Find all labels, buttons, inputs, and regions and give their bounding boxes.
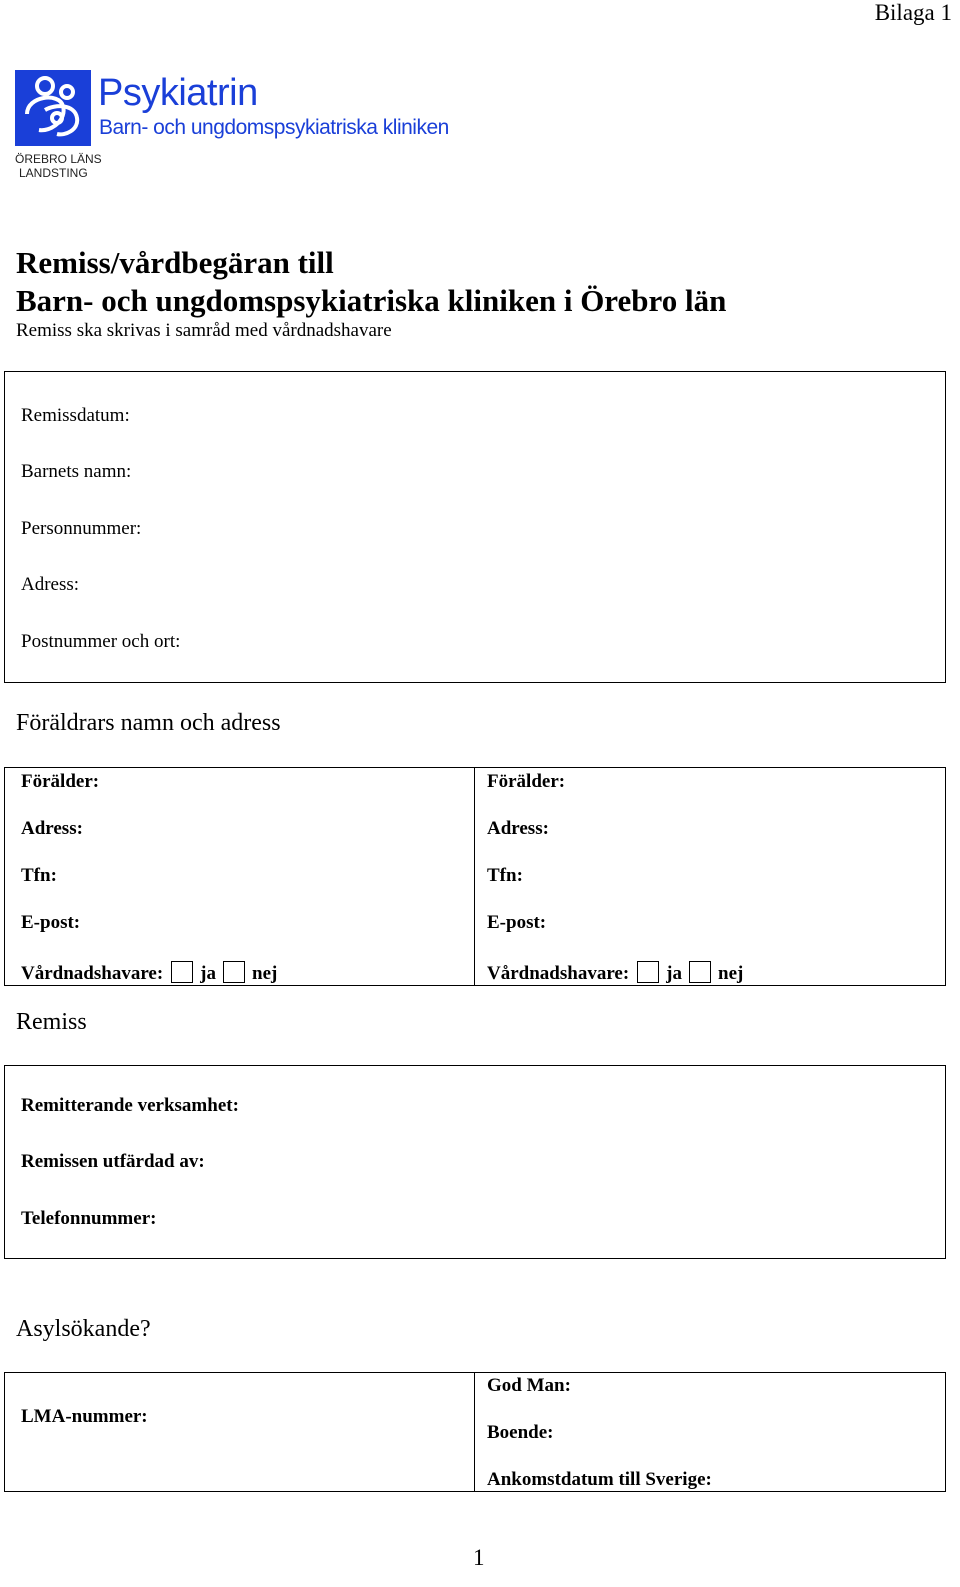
parent2-phone-field[interactable]: Tfn: [487, 865, 523, 886]
parent2-address-field[interactable]: Adress: [487, 818, 549, 839]
parent1-guardian-no-checkbox[interactable] [223, 961, 245, 983]
referral-date-field: Remissdatum: [21, 405, 130, 426]
page-subtitle: Remiss ska skrivas i samråd med vårdnadshavare [16, 320, 392, 341]
page-title-line1: Remiss/vårdbegäran till [16, 245, 334, 280]
parent1-guardian-yes-checkbox[interactable] [171, 961, 193, 983]
child-address-field: Adress: [21, 574, 80, 595]
arrival-date-field[interactable]: Ankomstdatum till Sverige: [487, 1469, 712, 1490]
parent2-name-field[interactable]: Förälder: [487, 771, 566, 792]
parent1-phone-field[interactable]: Tfn: [21, 865, 57, 886]
parent2-guardian-yes-checkbox[interactable] [637, 961, 659, 983]
page-number: 1 [473, 1545, 485, 1570]
legal-guardian-field[interactable]: God Man: [487, 1375, 571, 1396]
parent1-yes-label: ja [200, 963, 216, 984]
asylum-box [4, 1372, 946, 1492]
parents-divider [474, 768, 475, 985]
referring-unit-field: Remitterande verksamhet: [21, 1095, 239, 1116]
parent2-yes-label: ja [666, 963, 682, 984]
parent1-email-field[interactable]: E-post: [21, 912, 81, 933]
referral-phone-field: Telefonnummer: [21, 1208, 157, 1229]
postal-code-field: Postnummer och ort: [21, 631, 181, 652]
parent1-guardian-row [21, 961, 277, 985]
parent2-guardian-label: Vårdnadshavare: [487, 963, 630, 984]
logo-county-line2: LANDSTING [19, 166, 88, 180]
personal-number-field: Personnummer: [21, 518, 142, 539]
parent1-name-field[interactable]: Förälder: [21, 771, 100, 792]
lma-number-field[interactable]: LMA-nummer: [21, 1406, 148, 1427]
child-name-field: Barnets namn: [21, 461, 132, 482]
logo-county [15, 152, 102, 180]
page-title-line2: Barn- och ungdomspsykiatriska kliniken i Örebro län [16, 283, 727, 318]
parent1-guardian-label: Vårdnadshavare: [21, 963, 164, 984]
logo-clinic: Barn- och ungdomspsykiatriska kliniken [99, 116, 449, 139]
child-info-box[interactable] [4, 371, 946, 683]
residence-field[interactable]: Boende: [487, 1422, 554, 1443]
parents-box [4, 767, 946, 986]
asylum-heading: Asylsökande? [16, 1316, 151, 1342]
logo-county-line1: ÖREBRO LÄNS [15, 152, 102, 166]
attachment-label: Bilaga 1 [874, 0, 952, 25]
parents-heading: Föräldrars namn och adress [16, 710, 281, 736]
referral-box[interactable] [4, 1065, 946, 1259]
logo-title: Psykiatrin [98, 72, 258, 114]
parent2-guardian-row [487, 961, 743, 985]
issued-by-field: Remissen utfärdad av: [21, 1151, 205, 1172]
parent2-email-field[interactable]: E-post: [487, 912, 547, 933]
referral-heading: Remiss [16, 1009, 87, 1035]
parent2-guardian-no-checkbox[interactable] [689, 961, 711, 983]
asylum-divider [474, 1373, 475, 1491]
parent2-no-label: nej [718, 963, 744, 984]
parent1-address-field[interactable]: Adress: [21, 818, 83, 839]
psykiatrin-logo-icon [15, 70, 91, 146]
parent1-no-label: nej [252, 963, 278, 984]
